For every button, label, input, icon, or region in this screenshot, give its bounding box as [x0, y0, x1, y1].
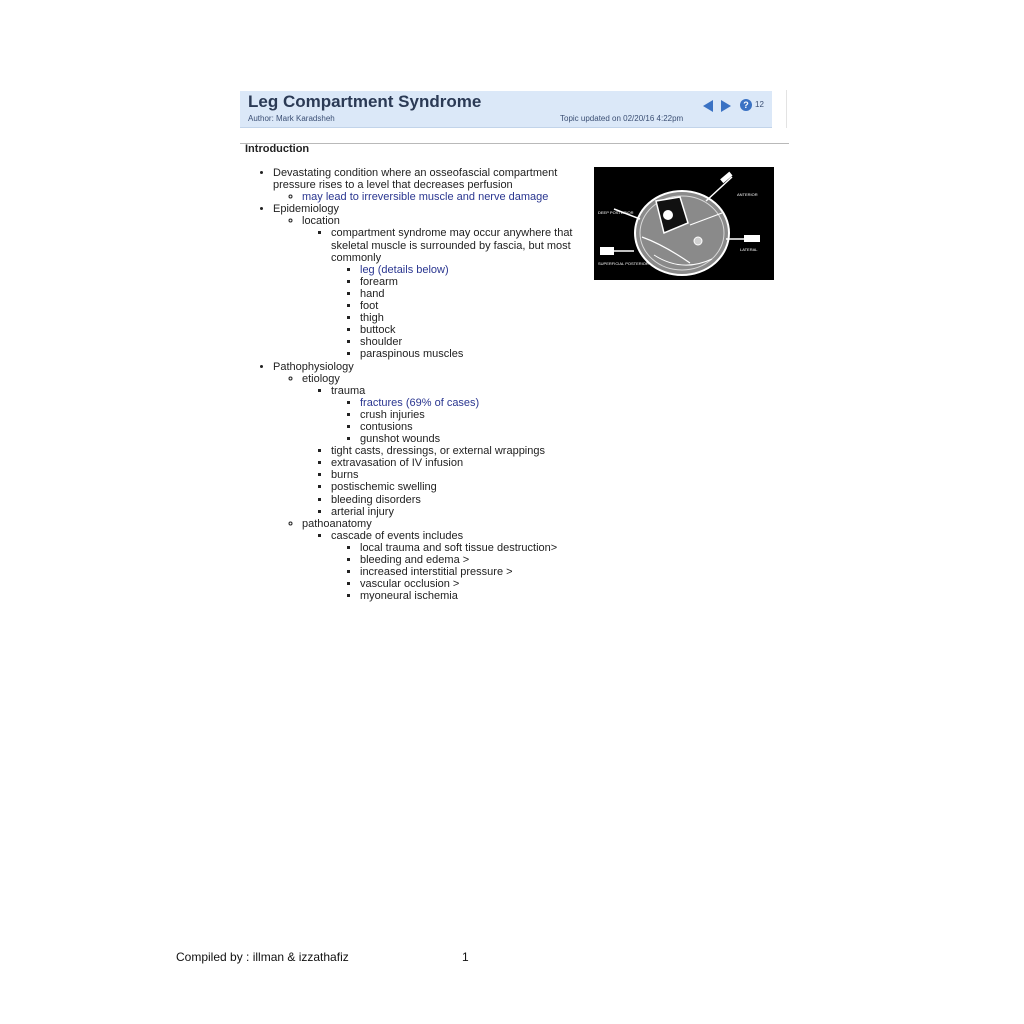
list-item	[331, 494, 598, 506]
outline-level-3	[302, 530, 598, 603]
location-item: hand	[360, 287, 385, 300]
location-item: paraspinous muscles	[360, 348, 464, 361]
cascade-item: myoneural ischemia	[360, 590, 458, 603]
location-item: buttock	[360, 324, 396, 337]
epidemiology-heading: Epidemiology	[273, 203, 340, 216]
outline-level-2	[273, 191, 598, 203]
list-item	[360, 288, 598, 300]
location-list	[331, 264, 598, 361]
trauma-item: contusions	[360, 420, 413, 433]
list-item	[360, 324, 598, 336]
outline-level-2	[273, 215, 598, 360]
may-lead-link[interactable]: may lead to irreversible muscle and nerve damage	[302, 191, 549, 204]
outline-item	[302, 215, 598, 360]
cascade-heading: cascade of events includes	[331, 529, 464, 542]
section-divider	[240, 143, 789, 144]
list-item	[360, 348, 598, 360]
next-arrow-icon[interactable]	[721, 100, 731, 112]
section-heading: Introduction	[245, 143, 310, 155]
trauma-heading: trauma	[331, 384, 366, 397]
list-item	[360, 421, 598, 433]
location-item: shoulder	[360, 336, 403, 349]
outline-item	[273, 167, 598, 203]
figure-label-lateral: LATERAL	[740, 247, 758, 252]
figure-label-deep-posterior: DEEP POSTERIOR	[598, 210, 634, 215]
question-icon[interactable]: ?	[740, 99, 752, 111]
outline-level-2	[273, 373, 598, 603]
list-item	[331, 469, 598, 481]
outline-item	[331, 227, 598, 360]
outline-level-3	[302, 227, 598, 360]
compartment-location-text: ▪ compartment syndrome may occur anywhere that skeletal muscle is surrounded by fascia, but most commonly	[331, 227, 573, 264]
cascade-item: vascular occlusion >	[360, 578, 460, 591]
list-item	[360, 397, 598, 409]
outline-item	[331, 530, 598, 603]
list-item	[360, 276, 598, 288]
list-item	[331, 481, 598, 493]
fractures-link[interactable]: fractures (69% of cases)	[360, 396, 480, 409]
figure-label-superficial-posterior: SUPERFICIAL POSTERIOR	[598, 261, 649, 266]
list-item	[360, 336, 598, 348]
trauma-list	[331, 397, 598, 445]
topic-header	[240, 91, 772, 128]
etiology-heading: etiology	[302, 372, 340, 385]
previous-arrow-icon[interactable]	[703, 100, 713, 112]
page-number: 1	[462, 950, 469, 964]
etiology-item: arterial injury	[331, 505, 394, 518]
outline-item	[331, 385, 598, 445]
etiology-item: burns	[331, 469, 359, 482]
location-item: thigh	[360, 312, 384, 325]
outline-item	[273, 361, 598, 603]
author-line[interactable]: Author: Mark Karadsheh	[248, 114, 335, 123]
cascade-item: increased interstitial pressure >	[360, 566, 513, 579]
cascade-item: bleeding and edema >	[360, 554, 470, 566]
intro-definition-text: Devastating condition where an osseofascial compartment pressure rises to a level that decreases perfusion	[273, 167, 558, 192]
header-edge-divider	[786, 90, 787, 128]
list-item	[360, 554, 598, 566]
compiled-by-footer: Compiled by : illman & izzathafiz	[176, 950, 349, 964]
cascade-item: local trauma and soft tissue destruction>	[360, 541, 558, 554]
list-item	[331, 445, 598, 457]
list-item	[331, 506, 598, 518]
list-item	[360, 264, 598, 276]
list-item	[360, 409, 598, 421]
etiology-item: bleeding disorders	[331, 493, 421, 506]
outline-level-1	[258, 167, 598, 602]
outline-item	[302, 191, 598, 203]
outline-item	[273, 203, 598, 360]
outline-level-3	[302, 385, 598, 518]
trauma-item: crush injuries	[360, 408, 425, 421]
figure-label-anterior: ANTERIOR	[737, 192, 758, 197]
list-item	[360, 300, 598, 312]
topic-updated-date: Topic updated on 02/20/16 4:22pm	[560, 114, 684, 123]
location-heading: location	[302, 215, 340, 228]
list-item	[331, 457, 598, 469]
etiology-item: tight casts, dressings, or external wrappings	[331, 445, 545, 458]
pathoanatomy-heading: pathoanatomy	[302, 517, 372, 530]
question-count: 12	[755, 100, 764, 109]
trauma-item: gunshot wounds	[360, 433, 441, 446]
list-item	[360, 433, 598, 445]
topic-outline	[258, 167, 598, 602]
list-item	[360, 590, 598, 602]
list-item	[360, 566, 598, 578]
etiology-item: postischemic swelling	[331, 481, 437, 494]
list-item	[360, 578, 598, 590]
cascade-list	[331, 542, 598, 602]
location-item: foot	[360, 300, 379, 313]
list-item	[360, 312, 598, 324]
leg-cross-section-figure	[594, 167, 774, 280]
etiology-item: extravasation of IV infusion	[331, 457, 464, 470]
page-title: Leg Compartment Syndrome	[248, 92, 482, 111]
location-leg-link[interactable]: leg (details below)	[360, 263, 449, 276]
pathophysiology-heading: Pathophysiology	[273, 360, 354, 373]
outline-item	[302, 518, 598, 603]
leg-cross-section-diagram	[594, 167, 774, 280]
outline-item	[302, 373, 598, 518]
location-item: forearm	[360, 275, 398, 288]
list-item	[360, 542, 598, 554]
